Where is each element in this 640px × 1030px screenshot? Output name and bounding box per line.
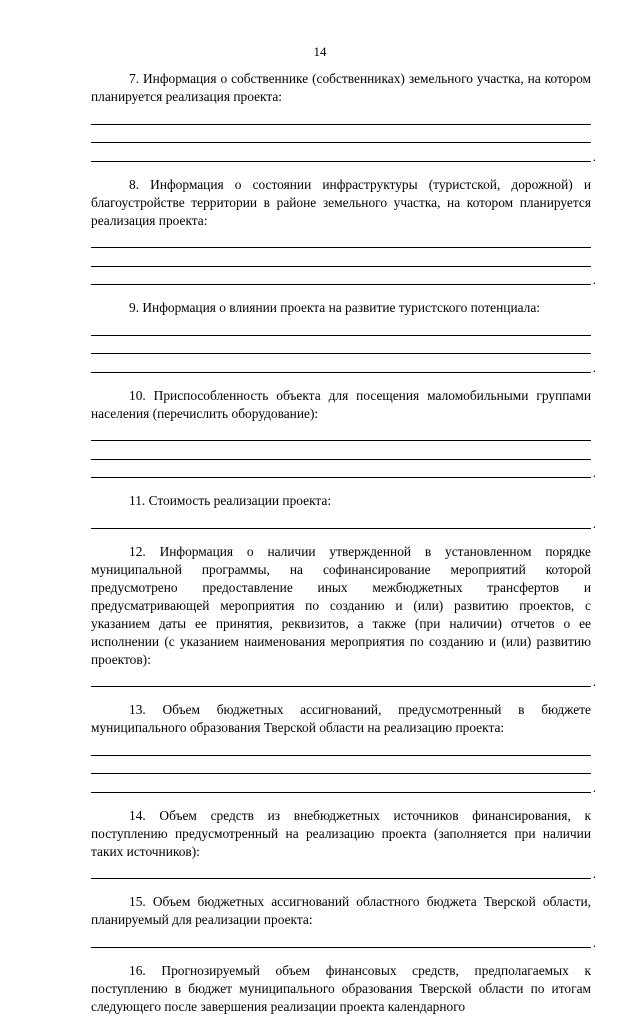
- section-7: [91, 70, 591, 162]
- section-10: [91, 387, 591, 479]
- answer-line[interactable]: [91, 267, 591, 286]
- section-9: [91, 299, 591, 373]
- answer-line[interactable]: [91, 354, 591, 373]
- section-15: [91, 893, 591, 948]
- section-12-text: 12. Информация о наличии утвержденной в установленном порядке муниципальной программы, на софинансирование мероприятий которой предусмотрено предоставление иных межбюджетных трансфертов и предусматривающей мероприятия по созданию и (или) развитию проектов, с указанием даты ее принятия, реквизитов, а также (при наличии) отчетов о ее исполнении (с указанием наименования мероприятия по созданию и (или) развитию проектов):: [91, 543, 591, 667]
- section-9-text: 9. Информация о влиянии проекта на развитие туристского потенциала:: [129, 300, 541, 315]
- section-15-text: 15. Объем бюджетных ассигнований областного бюджета Тверской области, планируемый для реализации проекта:: [91, 894, 591, 927]
- section-14: [91, 807, 591, 880]
- answer-line[interactable]: [91, 248, 591, 267]
- answer-line[interactable]: [91, 460, 591, 479]
- answer-line[interactable]: [91, 230, 591, 249]
- answer-line[interactable]: [91, 929, 591, 948]
- answer-line[interactable]: [91, 125, 591, 144]
- answer-line[interactable]: [91, 737, 591, 756]
- section-12: [91, 543, 591, 688]
- answer-line[interactable]: [91, 441, 591, 460]
- section-8: [91, 176, 591, 286]
- answer-line[interactable]: [91, 317, 591, 336]
- section-11: [91, 492, 591, 529]
- answer-line[interactable]: [91, 861, 591, 880]
- answer-line[interactable]: [91, 669, 591, 688]
- answer-line[interactable]: [91, 106, 591, 125]
- page-number: 14: [313, 44, 327, 59]
- section-16-text: 16. Прогнозируемый объем финансовых средств, предполагаемых к поступлению в бюджет муниципального образования Тверской области по итогам следующего после завершения реализации проекта календарного: [91, 962, 591, 1014]
- answer-line[interactable]: [91, 756, 591, 775]
- answer-line[interactable]: [91, 336, 591, 355]
- section-8-text: 8. Информация о состоянии инфраструктуры (туристской, дорожной) и благоустройстве территории в районе земельного участка, на котором планируется реализация проекта:: [91, 176, 591, 228]
- section-13-text: 13. Объем бюджетных ассигнований, предусмотренный в бюджете муниципального образования Тверской области на реализацию проекта:: [91, 702, 591, 735]
- form-content: [91, 62, 591, 1030]
- section-16: [91, 962, 591, 1016]
- answer-line[interactable]: [91, 143, 591, 162]
- section-13: [91, 701, 591, 793]
- answer-line[interactable]: [91, 423, 591, 442]
- section-11-text: 11. Стоимость реализации проекта:: [129, 493, 332, 508]
- section-7-text: 7. Информация о собственнике (собственниках) земельного участка, на котором планируется реализация проекта:: [91, 71, 591, 104]
- answer-line[interactable]: [91, 510, 591, 529]
- section-10-text: 10. Приспособленность объекта для посещения маломобильными группами населения (перечислить оборудование):: [91, 387, 591, 421]
- answer-line[interactable]: [91, 774, 591, 793]
- section-14-text: 14. Объем средств из внебюджетных источников финансирования, к поступлению предусмотренный на реализацию проекта (заполняется при наличии таких источников):: [91, 807, 591, 859]
